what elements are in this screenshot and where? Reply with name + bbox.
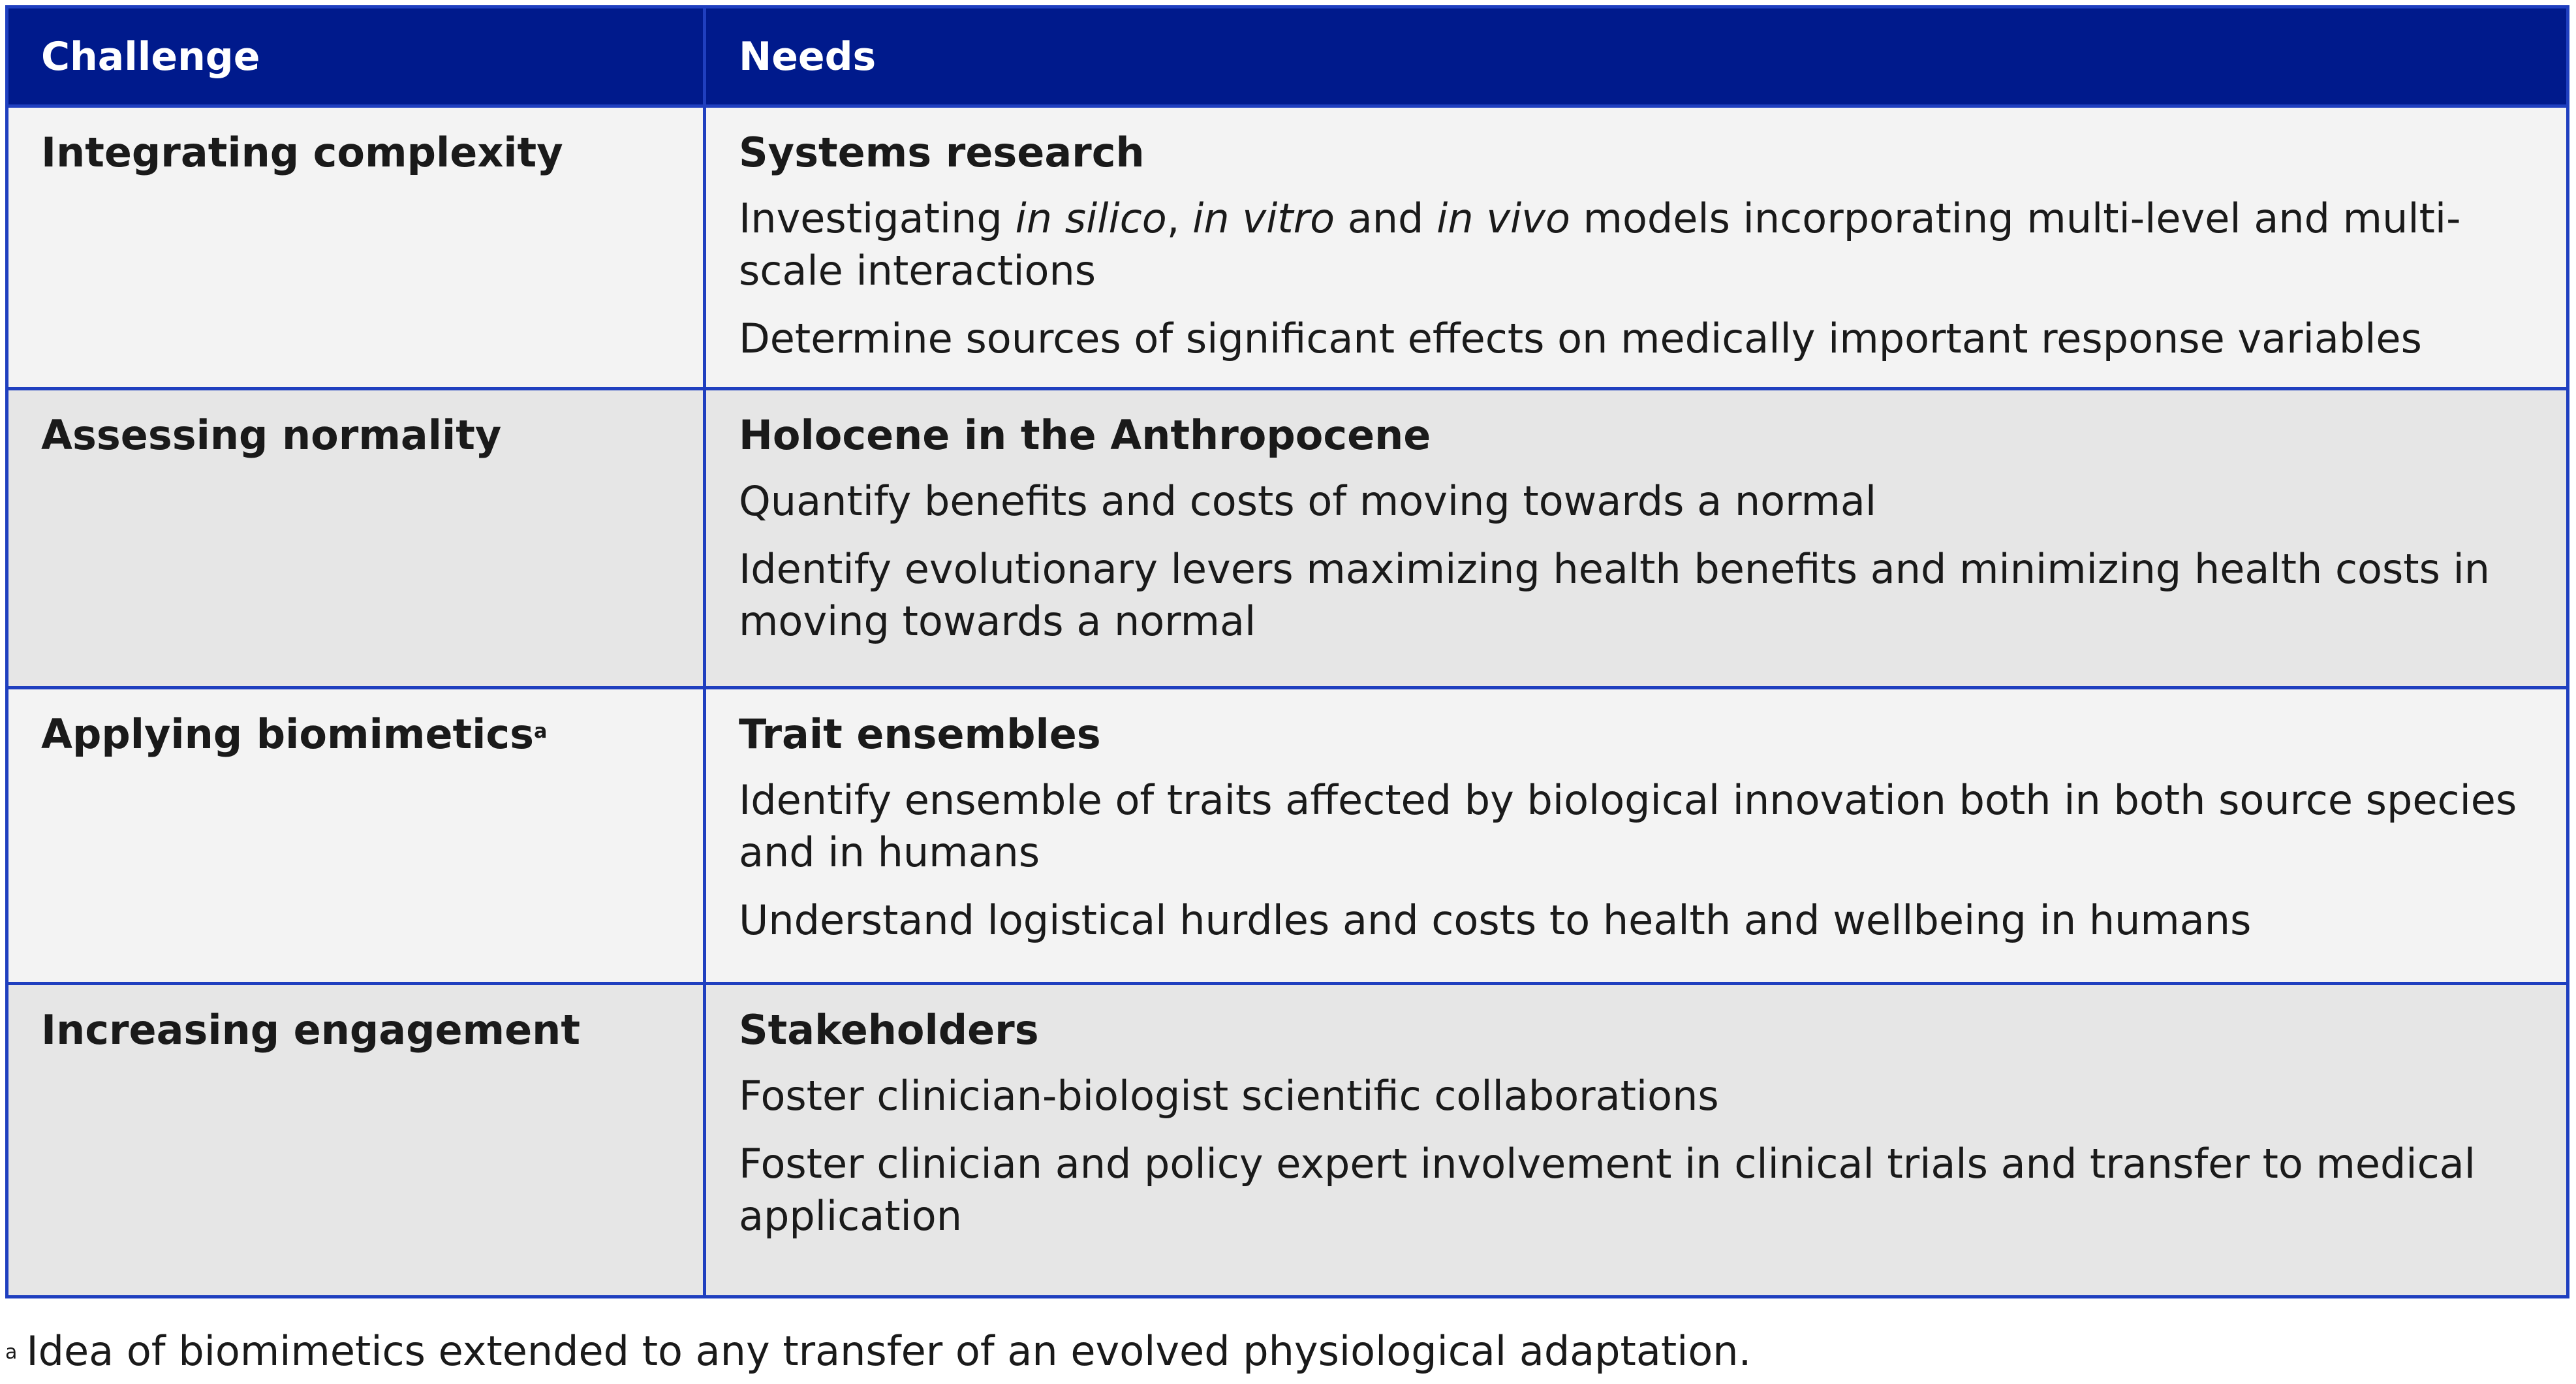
needs-title: Trait ensembles [739, 710, 1101, 758]
needs-title: Systems research [739, 129, 1145, 176]
table-row [8, 982, 2566, 1295]
needs-cell [706, 390, 2566, 686]
footnote-marker: a [534, 720, 548, 743]
header-needs: Needs [739, 33, 877, 80]
need-item: Determine sources of significant effects on medically important response variables [739, 315, 2422, 362]
needs-title: Holocene in the Anthropocene [739, 411, 1431, 459]
table-header-row [8, 8, 2566, 104]
need-item: Understand logistical hurdles and costs to health and wellbeing in humans [739, 896, 2252, 944]
needs-cell [706, 108, 2566, 387]
need-item: Foster clinician and policy expert involvement in clinical trials and transfer to medical application [739, 1140, 2475, 1240]
table-row [8, 686, 2566, 982]
needs-cell [706, 985, 2566, 1295]
need-item: Identify evolutionary levers maximizing health benefits and minimizing health costs in moving towards a normal [739, 545, 2491, 645]
table-row [8, 387, 2566, 686]
challenge-label: Assessing normality [41, 411, 502, 459]
need-item: Investigating in silico, in vitro and in vivo models incorporating multi-level and multi-scale interactions [739, 195, 2461, 294]
challenge-label: Applying biomimetics$^a$ [41, 710, 548, 758]
need-item: Foster clinician-biologist scientific collaborations [739, 1072, 1719, 1120]
needs-cell [706, 689, 2566, 982]
header-challenge: Challenge [8, 8, 706, 104]
table-footnote [5, 1325, 1751, 1377]
footnote-marker: a [5, 1341, 18, 1364]
challenge-cell [8, 689, 706, 982]
challenge-cell [8, 985, 706, 1295]
needs-title: Stakeholders [739, 1006, 1039, 1054]
challenges-needs-table [5, 5, 2569, 1298]
challenge-label: Increasing engagement [41, 1006, 580, 1054]
challenge-cell [8, 390, 706, 686]
table-row [8, 104, 2566, 387]
need-item: Quantify benefits and costs of moving towards a normal [739, 477, 1877, 525]
challenge-cell [8, 108, 706, 387]
challenge-label: Integrating complexity [41, 129, 563, 176]
footnote-text: Idea of biomimetics extended to any transfer of an evolved physiological adaptation. [26, 1327, 1752, 1375]
need-item: Identify ensemble of traits affected by biological innovation both in both source species and in humans [739, 776, 2517, 876]
